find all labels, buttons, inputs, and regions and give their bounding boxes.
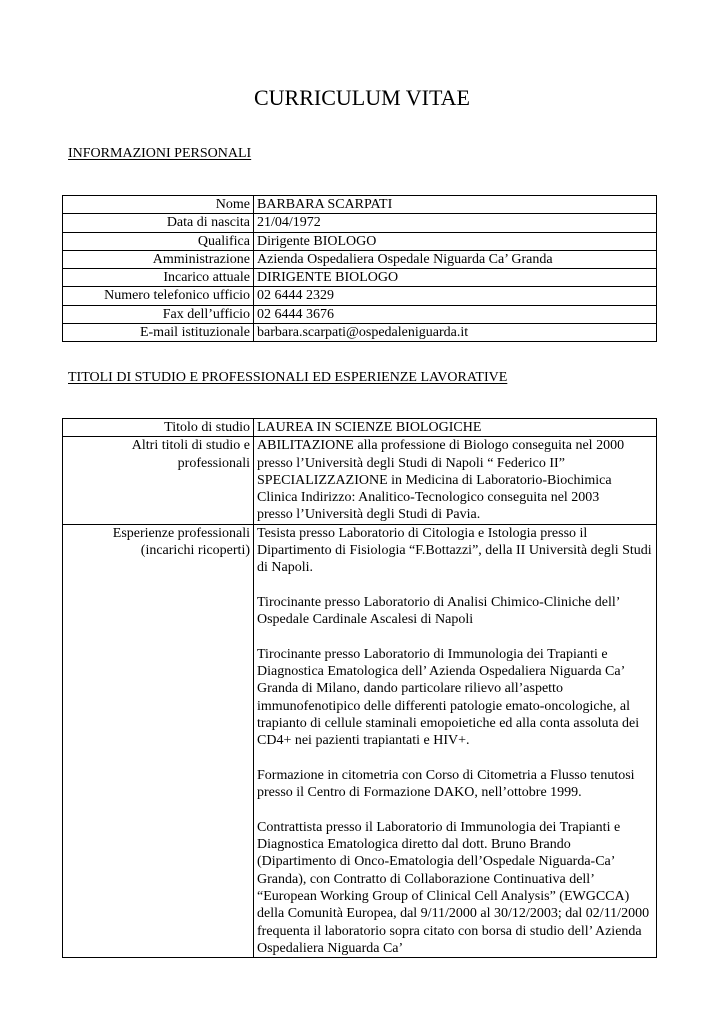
field-label-line: Esperienze professionali bbox=[112, 525, 250, 541]
experience-paragraph: Contrattista presso il Laboratorio di Immunologia dei Trapianti e Diagnostica Ematologica diretto dal dott. Bruno Brando (Dipartimento di Onco-Ematologia dell’Ospedale Niguarda-Ca’ Granda), con Contratto di Collaborazione Continuativa dell’ “European Working Group of Clinical Cell Analysis” (EWGCCA) della Comunità Europea, dal 9/11/2000 al 30/12/2003; dal 02/11/2000 frequenta il laboratorio sopra citato con borsa di studio dell’ Azienda Ospedaliera Niguarda Ca’ bbox=[257, 819, 650, 956]
field-value bbox=[254, 524, 657, 957]
text-line: ABILITAZIONE alla professione di Biologo conseguita nel 2000 bbox=[257, 438, 625, 454]
field-value: LAUREA IN SCIENZE BIOLOGICHE bbox=[254, 419, 657, 437]
table-row bbox=[63, 232, 657, 250]
field-label-line: (incarichi ricoperti) bbox=[140, 543, 250, 559]
table-row bbox=[63, 524, 657, 957]
page-title: CURRICULUM VITAE bbox=[253, 85, 470, 110]
field-label-line: Altri titoli di studio e bbox=[131, 438, 250, 454]
experience-paragraph: Tirocinante presso Laboratorio di Immunologia dei Trapianti e Diagnostica Ematologica dell’ Azienda Ospedaliera Niguarda Ca’ Granda di Milano, dando particolare rilievo all’aspetto immunofenotipico delle differenti patologie emato-oncologiche, al trapianto di cellule staminali emopoietiche ed alla conta assoluta dei CD4+ nei pazienti trapiantati e HIV+. bbox=[257, 646, 640, 749]
field-label: E-mail istituzionale bbox=[63, 324, 254, 342]
field-value bbox=[254, 437, 657, 524]
table-row bbox=[63, 269, 657, 287]
text-line: SPECIALIZZAZIONE in Medicina di Laboratorio-Biochimica bbox=[257, 472, 612, 488]
table-row bbox=[63, 419, 657, 437]
field-label: Fax dell’ufficio bbox=[63, 305, 254, 323]
personal-info-table bbox=[62, 195, 657, 342]
field-label-line: professionali bbox=[177, 455, 250, 471]
field-label: Nome bbox=[63, 196, 254, 214]
text-line: Clinica Indirizzo: Analitico-Tecnologico conseguita nel 2003 bbox=[257, 490, 600, 506]
table-row bbox=[63, 305, 657, 323]
table-row bbox=[63, 214, 657, 232]
field-label: Amministrazione bbox=[63, 250, 254, 268]
table-row bbox=[63, 437, 657, 524]
field-value: DIRIGENTE BIOLOGO bbox=[254, 269, 657, 287]
experience-paragraph: Tirocinante presso Laboratorio di Analisi Chimico-Cliniche dell’ Ospedale Cardinale Ascalesi di Napoli bbox=[257, 594, 620, 628]
table-row bbox=[63, 250, 657, 268]
text-line: presso l’Università degli Studi di Napoli “ Federico II” bbox=[257, 455, 565, 471]
field-label: Numero telefonico ufficio bbox=[63, 287, 254, 305]
field-label bbox=[63, 437, 254, 524]
field-value: Dirigente BIOLOGO bbox=[254, 232, 657, 250]
email-value: barbara.scarpati@ospedaleniguarda.it bbox=[254, 324, 657, 342]
field-value: BARBARA SCARPATI bbox=[254, 196, 657, 214]
text-line: presso l’Università degli Studi di Pavia. bbox=[257, 507, 481, 523]
field-value: 02 6444 3676 bbox=[254, 305, 657, 323]
experience-paragraph: Tesista presso Laboratorio di Citologia e Istologia presso il Dipartimento di Fisiologia “F.Bottazzi”, della II Università degli Studi di Napoli. bbox=[257, 525, 652, 576]
field-value: Azienda Ospedaliera Ospedale Niguarda Ca’ Granda bbox=[254, 250, 657, 268]
field-label: Data di nascita bbox=[63, 214, 254, 232]
field-label: Qualifica bbox=[63, 232, 254, 250]
field-value: 02 6444 2329 bbox=[254, 287, 657, 305]
table-row bbox=[63, 324, 657, 342]
section-heading-education: TITOLI DI STUDIO E PROFESSIONALI ED ESPERIENZE LAVORATIVE bbox=[68, 370, 508, 385]
field-label bbox=[63, 524, 254, 957]
table-row bbox=[63, 196, 657, 214]
field-label: Incarico attuale bbox=[63, 269, 254, 287]
field-value: 21/04/1972 bbox=[254, 214, 657, 232]
education-table bbox=[62, 418, 657, 958]
field-label: Titolo di studio bbox=[63, 419, 254, 437]
table-row bbox=[63, 287, 657, 305]
section-heading-personal-info: INFORMAZIONI PERSONALI bbox=[68, 146, 252, 161]
experience-paragraph: Formazione in citometria con Corso di Citometria a Flusso tenutosi presso il Centro di Formazione DAKO, nell’ottobre 1999. bbox=[257, 767, 635, 801]
